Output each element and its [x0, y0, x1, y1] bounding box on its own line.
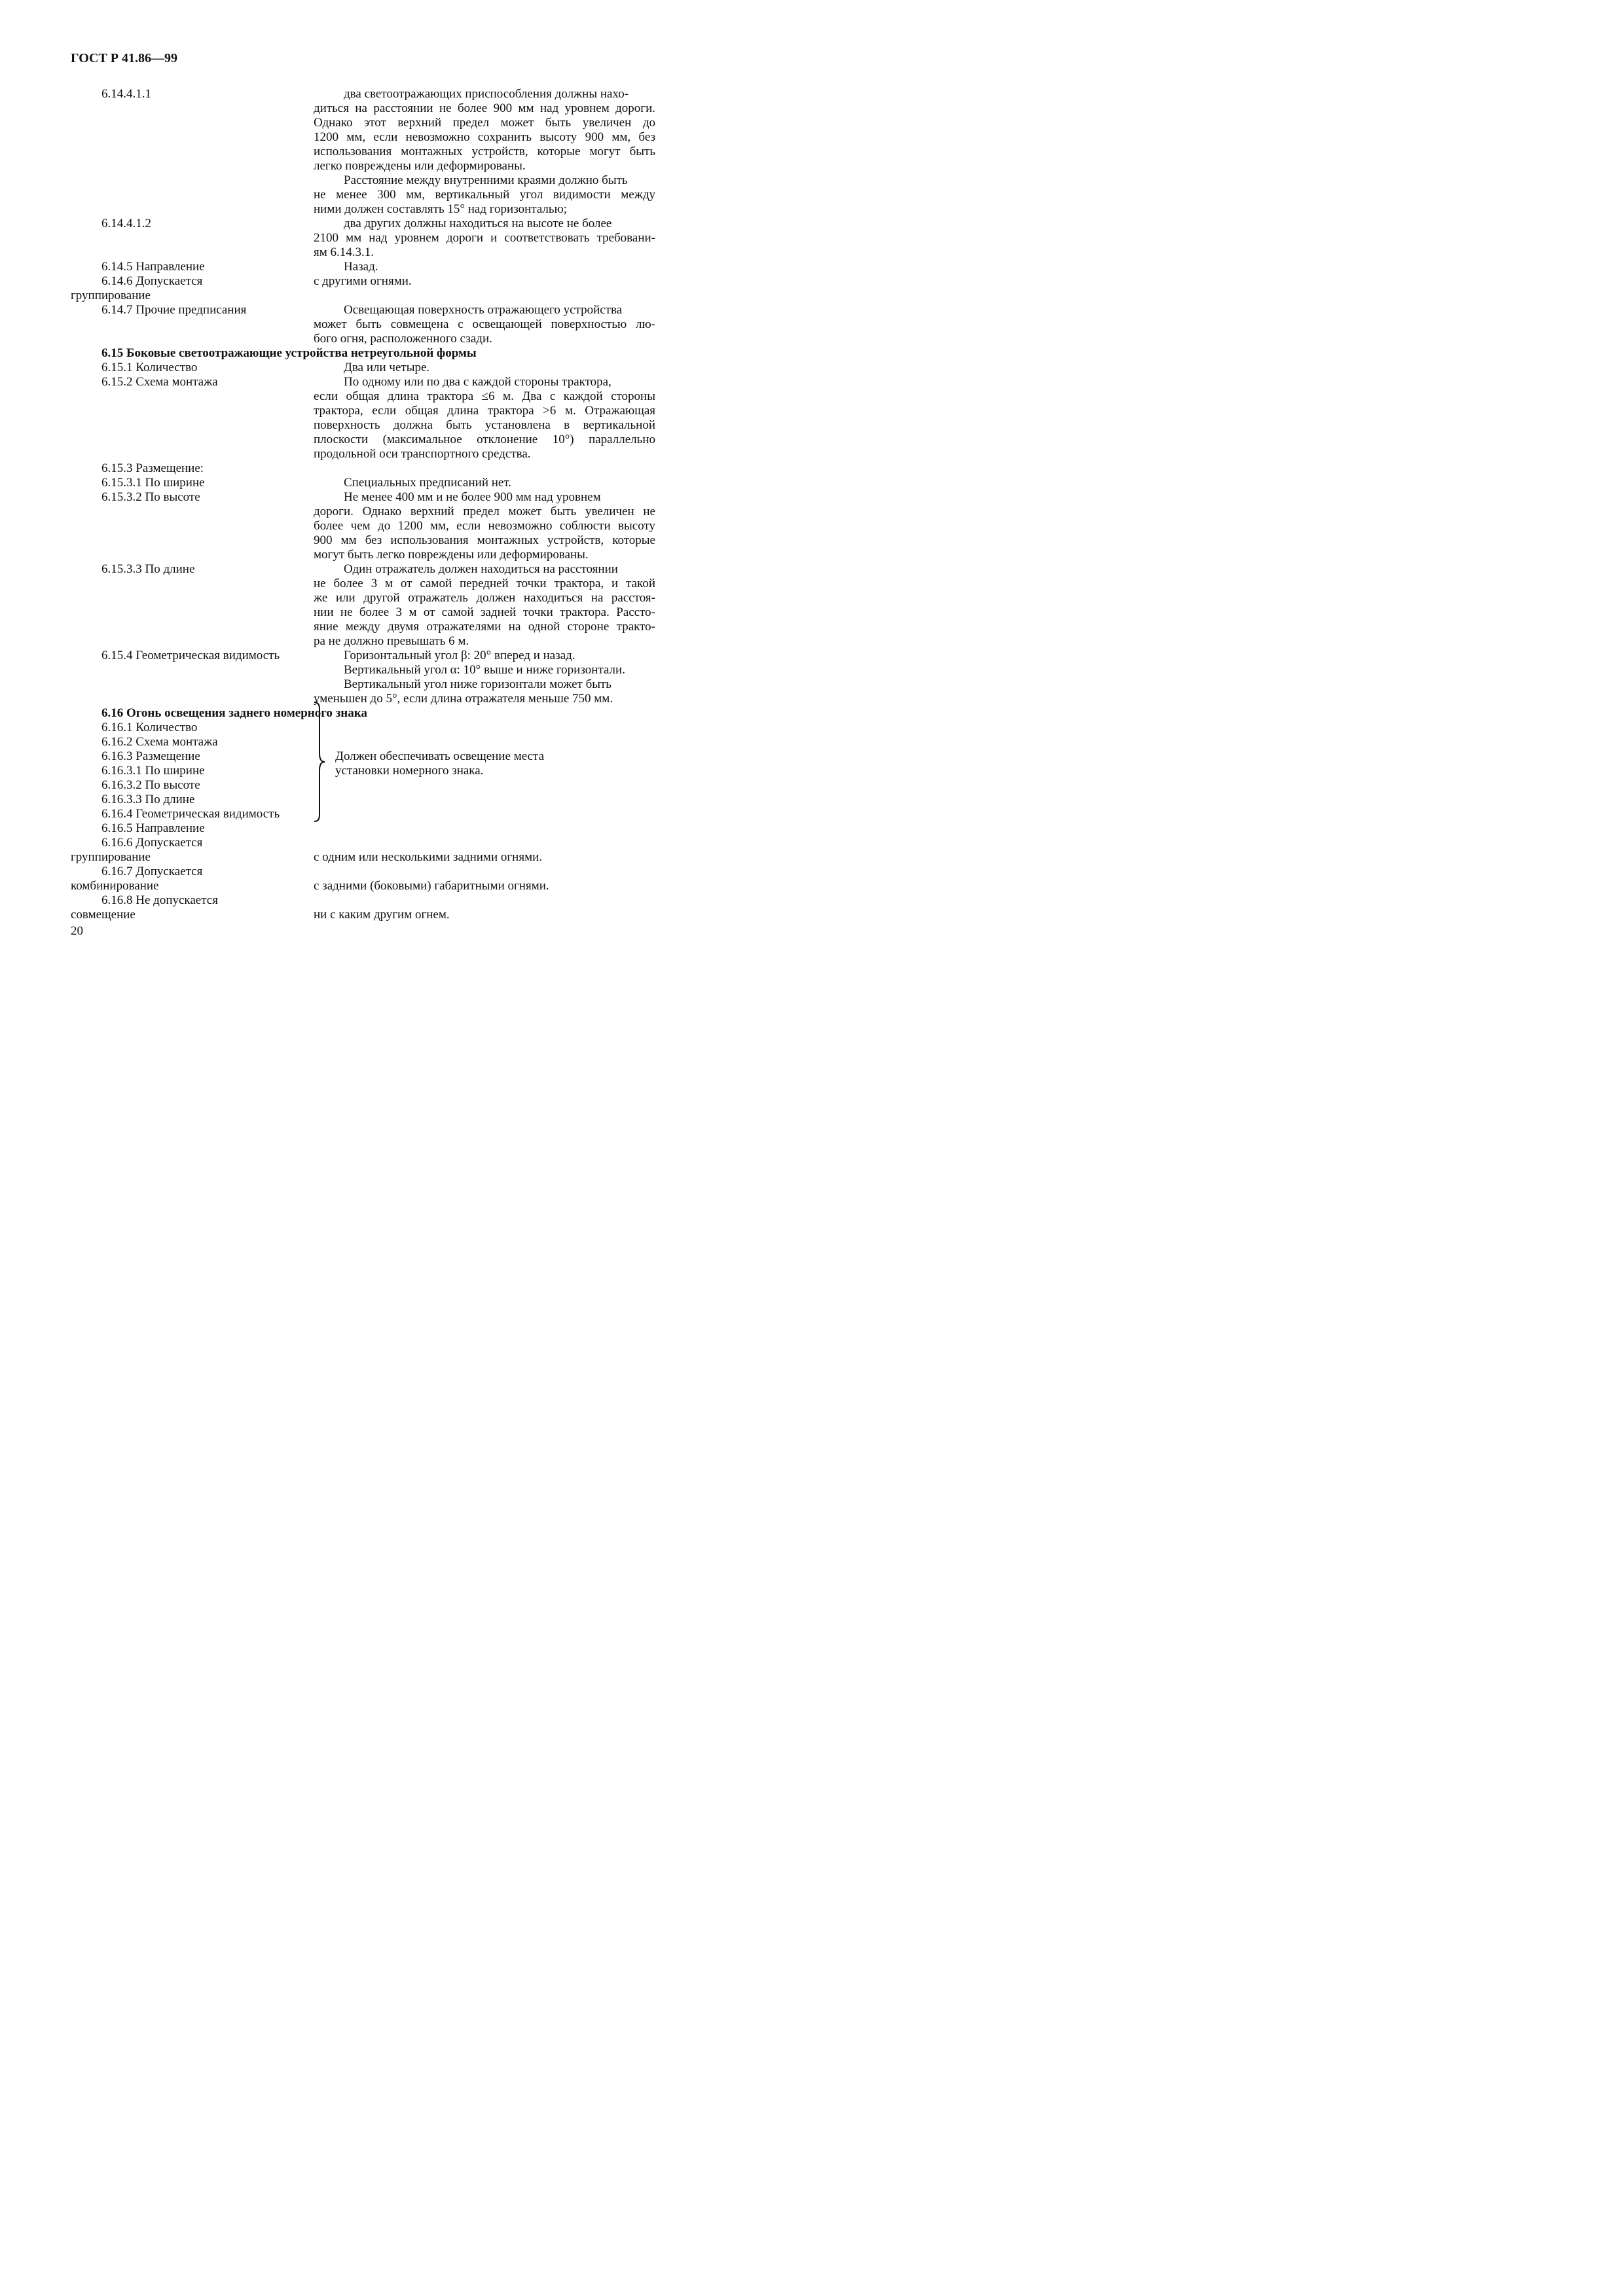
- paragraph-line: 2100 мм над уровнем дороги и соответствовать требовани-: [314, 231, 655, 245]
- item-label-continuation: группирование: [71, 289, 151, 302]
- item-value: Назад.: [344, 260, 378, 274]
- paragraph-line: два светоотражающих приспособления должны нахо-: [344, 87, 629, 101]
- paragraph-line: Расстояние между внутренними краями должно быть: [344, 173, 628, 187]
- document-title: ГОСТ Р 41.86—99: [71, 51, 178, 65]
- paragraph-line: продольной оси транспортного средства.: [314, 447, 531, 461]
- paragraph-line: яние между двумя отражателями на одной стороне тракто-: [314, 620, 655, 634]
- paragraph-line: дороги. Однако верхний предел может быть увеличен не: [314, 505, 655, 518]
- paragraph-line: Не менее 400 мм и не более 900 мм над уровнем: [344, 490, 601, 504]
- item-label: 6.15.4 Геометрическая видимость: [101, 649, 280, 662]
- item-value: с другими огнями.: [314, 274, 412, 288]
- section-number: 6.14.4.1.1: [101, 87, 151, 101]
- item-label: 6.16.7 Допускается: [101, 865, 203, 878]
- paragraph-line: же или другой отражатель должен находиться на расстоя-: [314, 591, 655, 605]
- paragraph-line: могут быть легко повреждены или деформированы.: [314, 548, 589, 562]
- paragraph-line: 900 мм без использования монтажных устройств, которые: [314, 533, 655, 547]
- item-label: 6.14.7 Прочие предписания: [101, 303, 247, 317]
- paragraph-line: плоскости (максимальное отклонение 10°) параллельно: [314, 433, 655, 446]
- brace-text-line: установки номерного знака.: [335, 764, 484, 778]
- item-value: ни с каким другим огнем.: [314, 908, 450, 922]
- brace-text-line: Должен обеспечивать освещение места: [335, 749, 545, 763]
- paragraph-line: два других должны находиться на высоте не более: [344, 217, 612, 230]
- paragraph-line: не менее 300 мм, вертикальный угол видимости между: [314, 188, 655, 202]
- item-value: с задними (боковыми) габаритными огнями.: [314, 879, 549, 893]
- paragraph-line: Вертикальный угол α: 10° выше и ниже горизонтали.: [344, 663, 625, 677]
- paragraph-line: Один отражатель должен находиться на расстоянии: [344, 562, 618, 576]
- section-number: 6.14.4.1.2: [101, 217, 151, 230]
- paragraph-line: ра не должно превышать 6 м.: [314, 634, 469, 648]
- page-number: 20: [71, 924, 83, 938]
- item-label: 6.16.3 Размещение: [101, 749, 200, 763]
- paragraph-line: Освещающая поверхность отражающего устройства: [344, 303, 623, 317]
- item-label: 6.15.1 Количество: [101, 361, 198, 374]
- paragraph-line: бого огня, расположенного сзади.: [314, 332, 492, 346]
- item-label: 6.16.4 Геометрическая видимость: [101, 807, 280, 821]
- paragraph-line: ними должен составлять 15° над горизонталью;: [314, 202, 568, 216]
- paragraph-line: легко повреждены или деформированы.: [314, 159, 526, 173]
- item-label: 6.15.3.2 По высоте: [101, 490, 200, 504]
- paragraph-line: диться на расстоянии не более 900 мм над уровнем дороги.: [314, 101, 655, 115]
- item-label: 6.16.3.2 По высоте: [101, 778, 200, 792]
- paragraph-line: не более 3 м от самой передней точки трактора, и такой: [314, 577, 655, 590]
- item-label: 6.14.6 Допускается: [101, 274, 203, 288]
- item-label: 6.14.5 Направление: [101, 260, 205, 274]
- curly-brace: [312, 701, 327, 823]
- item-label-continuation: комбинирование: [71, 879, 159, 893]
- paragraph-line: Горизонтальный угол β: 20° вперед и назад.: [344, 649, 575, 662]
- paragraph-line: уменьшен до 5°, если длина отражателя меньше 750 мм.: [314, 692, 613, 706]
- section-heading: 6.16 Огонь освещения заднего номерного знака: [101, 706, 367, 720]
- item-value: с одним или несколькими задними огнями.: [314, 850, 543, 864]
- section-heading: 6.15 Боковые светоотражающие устройства нетреугольной формы: [101, 346, 477, 360]
- item-label: 6.16.6 Допускается: [101, 836, 203, 850]
- paragraph-line: нии не более 3 м от самой задней точки трактора. Рассто-: [314, 605, 655, 619]
- item-label: 6.16.2 Схема монтажа: [101, 735, 218, 749]
- paragraph-line: 1200 мм, если невозможно сохранить высоту 900 мм, без: [314, 130, 655, 144]
- paragraph-line: более чем до 1200 мм, если невозможно соблюсти высоту: [314, 519, 655, 533]
- paragraph-line: если общая длина трактора ≤6 м. Два с каждой стороны: [314, 389, 655, 403]
- paragraph-line: По одному или по два с каждой стороны трактора,: [344, 375, 611, 389]
- paragraph-line: Вертикальный угол ниже горизонтали может быть: [344, 677, 611, 691]
- paragraph-line: может быть совмещена с освещающей поверхностью лю-: [314, 317, 655, 331]
- item-label: 6.16.1 Количество: [101, 721, 198, 734]
- item-value: Два или четыре.: [344, 361, 430, 374]
- item-label: 6.16.5 Направление: [101, 821, 205, 835]
- item-label: 6.15.3.1 По ширине: [101, 476, 205, 490]
- item-label-continuation: группирование: [71, 850, 151, 864]
- paragraph-line: использования монтажных устройств, которые могут быть: [314, 145, 655, 158]
- document-page: [0, 0, 723, 1022]
- paragraph-line: ям 6.14.3.1.: [314, 245, 374, 259]
- item-label-continuation: совмещение: [71, 908, 136, 922]
- item-label: 6.16.8 Не допускается: [101, 893, 218, 907]
- item-label: 6.15.2 Схема монтажа: [101, 375, 218, 389]
- paragraph-line: трактора, если общая длина трактора >6 м. Отражающая: [314, 404, 655, 418]
- item-value: Специальных предписаний нет.: [344, 476, 511, 490]
- item-label: 6.16.3.1 По ширине: [101, 764, 205, 778]
- item-label: 6.16.3.3 По длине: [101, 793, 195, 806]
- item-label: 6.15.3 Размещение:: [101, 461, 204, 475]
- item-label: 6.15.3.3 По длине: [101, 562, 195, 576]
- paragraph-line: Однако этот верхний предел может быть увеличен до: [314, 116, 655, 130]
- paragraph-line: поверхность должна быть установлена в вертикальной: [314, 418, 655, 432]
